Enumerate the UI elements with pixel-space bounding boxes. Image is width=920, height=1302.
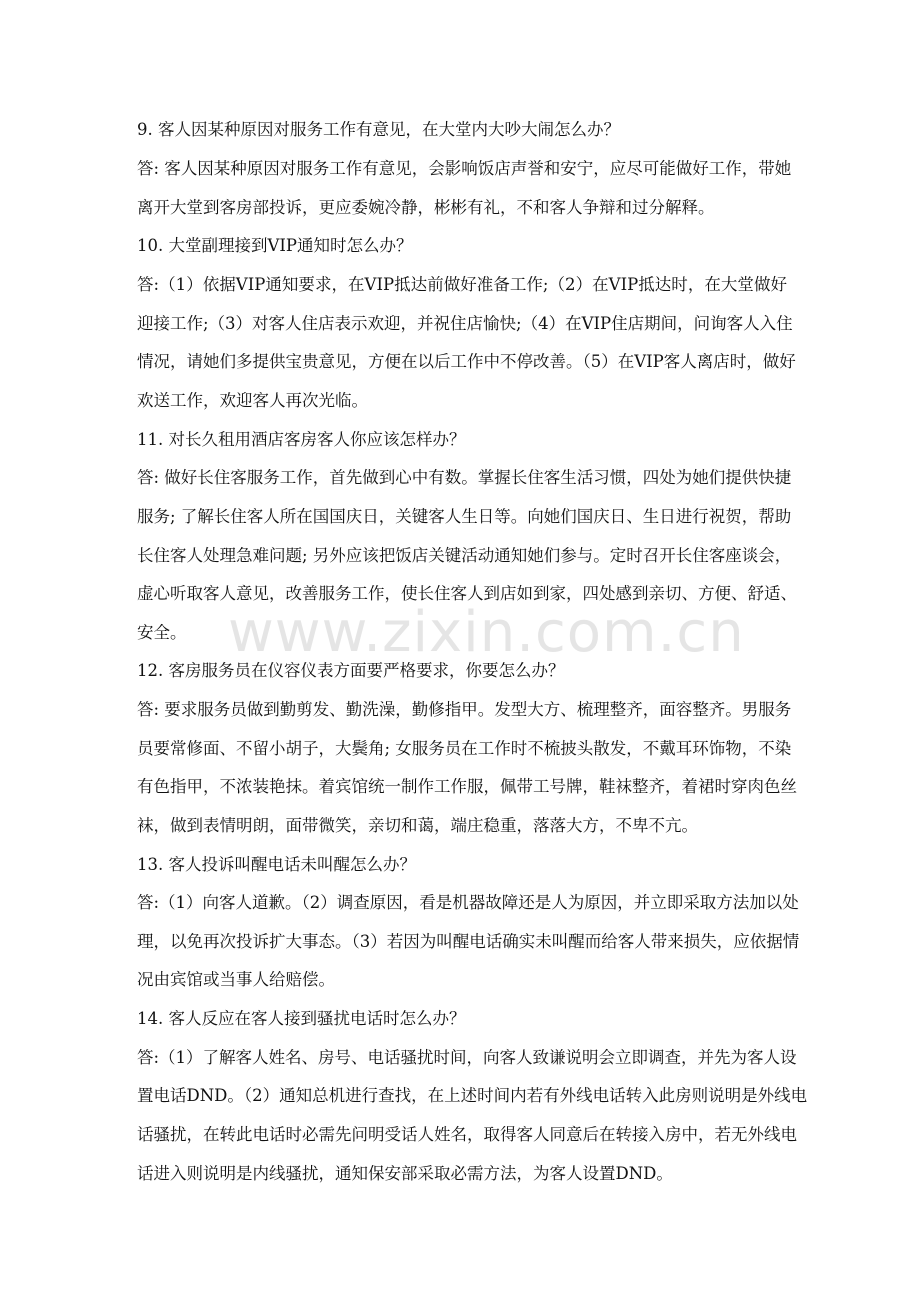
question-12: 12. 客房服务员在仪容仪表方面要严格要求，你要怎么办？ bbox=[137, 661, 565, 680]
answer-line: 答:（1）依据VIP通知要求，在VIP抵达前做好准备工作;（2）在VIP抵达时，在大堂做好 bbox=[137, 275, 787, 294]
answer-line: 答: 客人因某种原因对服务工作有意见，会影响饭店声誉和安宁，应尽可能做好工作，带她 bbox=[137, 159, 792, 178]
question-13: 13. 客人投诉叫醒电话未叫醒怎么办？ bbox=[137, 855, 416, 874]
question-9: 9. 客人因某种原因对服务工作有意见，在大堂内大吵大闹怎么办？ bbox=[137, 120, 620, 139]
answer-line: 迎接工作;（3）对客人住店表示欢迎，并祝住店愉快;（4）在VIP住店期间，问询客人入住 bbox=[137, 314, 793, 333]
answer-line: 答: 要求服务员做到勤剪发、勤洗澡，勤修指甲。发型大方、梳理整齐，面容整齐。男服务 bbox=[137, 700, 792, 719]
question-10: 10. 大堂副理接到VIP通知时怎么办？ bbox=[137, 236, 413, 255]
answer-line: 离开大堂到客房部投诉，更应委婉冷静，彬彬有礼，不和客人争辩和过分解释。 bbox=[137, 198, 715, 217]
answer-line: 理，以免再次投诉扩大事态。（3）若因为叫醒电话确实未叫醒而给客人带来损失，应依据情 bbox=[137, 932, 800, 951]
answer-line: 况由宾馆或当事人给赔偿。 bbox=[137, 970, 335, 989]
answer-line: 置电话DND。（2）通知总机进行查找，在上述时间内若有外线电话转入此房则说明是外线电 bbox=[137, 1086, 808, 1105]
answer-line: 员要常修面、不留小胡子，大鬓角; 女服务员在工作时不梳披头散发，不戴耳环饰物，不染 bbox=[137, 739, 792, 758]
answer-line: 有色指甲，不浓装艳抹。着宾馆统一制作工作服，佩带工号牌，鞋袜整齐，着裙时穿肉色丝 bbox=[137, 777, 797, 796]
question-11: 11. 对长久租用酒店客房客人你应该怎样办？ bbox=[137, 430, 466, 449]
answer-line: 答:（1）向客人道歉。（2）调查原因，看是机器故障还是人为原因，并立即采取方法加以处 bbox=[137, 893, 799, 912]
answer-line: 袜，做到表情明朗，面带微笑，亲切和蔼，端庄稳重，落落大方，不卑不亢。 bbox=[137, 816, 698, 835]
question-14: 14. 客人反应在客人接到骚扰电话时怎么办？ bbox=[137, 1009, 466, 1028]
answer-line: 安全。 bbox=[137, 623, 187, 642]
answer-line: 话骚扰，在转此电话时必需先问明受话人姓名，取得客人同意后在转接入房中，若无外线电 bbox=[137, 1125, 797, 1144]
answer-line: 情况，请她们多提供宝贵意见，方便在以后工作中不停改善。（5）在VIP客人离店时，做好 bbox=[137, 352, 796, 371]
watermark: www.zixin.com.cn bbox=[228, 600, 745, 665]
answer-line: 欢送工作，欢迎客人再次光临。 bbox=[137, 391, 368, 410]
answer-line: 虚心听取客人意见，改善服务工作，使长住客人到店如到家，四处感到亲切、方便、舒适、 bbox=[137, 584, 797, 603]
answer-line: 答:（1）了解客人姓名、房号、电话骚扰时间，向客人致谦说明会立即调查，并先为客人设 bbox=[137, 1048, 797, 1067]
answer-line: 长住客人处理急难问题; 另外应该把饭店关键活动通知她们参与。定时召开长住客座谈会， bbox=[137, 546, 792, 565]
answer-line: 答: 做好长住客服务工作，首先做到心中有数。掌握长住客生活习惯，四处为她们提供快捷 bbox=[137, 468, 792, 487]
answer-line: 服务; 了解长住客人所在国国庆日，关键客人生日等。向她们国庆日、生日进行祝贺，帮助 bbox=[137, 507, 792, 526]
answer-line: 话进入则说明是内线骚扰，通知保安部采取必需方法，为客人设置DND。 bbox=[137, 1164, 673, 1183]
